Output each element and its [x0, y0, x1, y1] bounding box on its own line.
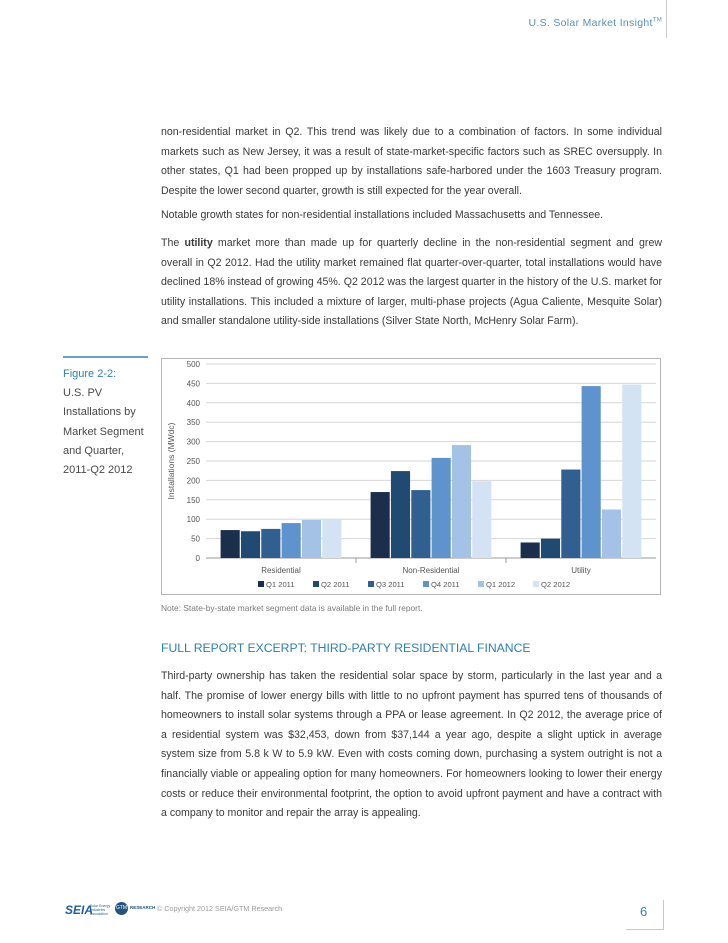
- y-tick-label-150: 150: [186, 495, 200, 505]
- figure-caption-text: U.S. PV Installations by Market Segment and Quarter, 2011-Q2 2012: [63, 387, 144, 477]
- y-axis-label: Installations (MWdc): [166, 422, 176, 500]
- caption-divider: [63, 356, 148, 358]
- legend-label-0: Q1 2011: [266, 580, 295, 589]
- y-tick-label-50: 50: [191, 534, 200, 544]
- legend-label-3: Q4 2011: [431, 580, 460, 589]
- paragraph-third-party: Third-party ownership has taken the residential solar space by storm, particularly in the last year and a half. The promise of lower energy bills with little to no upfront payment has spurred tens of thousands of homeowners to install solar systems through a PPA or lease agreement. In Q2 2012, the average price of a residential system was $32,453, down from $37,144 a year ago, despite a slight uptick in average system size from 5.8 k W to 5.9 kW. Even with costs coming down, purchasing a system outright is not a financially viable or appealing option for many homeowners. For homeowners looking to lower their energy costs or reduce their environmental footprint, the option to avoid upfront payment and have a contract with a company to monitor and repair the array is appealing.: [161, 670, 662, 820]
- bar-residential-q4-2011: [282, 523, 301, 558]
- running-header: U.S. Solar Market Insight™: [528, 17, 662, 29]
- legend-swatch-0: [258, 581, 264, 587]
- bar-non-residential-q1-2011: [371, 492, 390, 558]
- bar-non-residential-q2-2012: [472, 481, 491, 558]
- bar-utility-q1-2011: [521, 542, 540, 558]
- bar-utility-q4-2011: [582, 386, 601, 558]
- figure-number: Figure 2-2:: [63, 368, 117, 380]
- gtm-research-logo: GTM RESEARCH: [115, 899, 147, 919]
- bar-non-residential-q3-2011: [411, 490, 430, 558]
- legend-label-5: Q2 2012: [541, 580, 571, 589]
- bar-non-residential-q2-2011: [391, 471, 410, 558]
- y-tick-label-0: 0: [195, 554, 200, 563]
- footer-copyright: © Copyright 2012 SEIA/GTM Research: [157, 904, 283, 913]
- legend-swatch-4: [478, 581, 484, 587]
- category-label-1: Non-Residential: [402, 566, 460, 575]
- bar-non-residential-q1-2012: [452, 445, 471, 558]
- utility-emphasis: utility: [184, 237, 213, 249]
- legend-label-2: Q3 2011: [376, 580, 405, 589]
- section-title: FULL REPORT EXCERPT: THIRD-PARTY RESIDENTIAL FINANCE: [161, 641, 531, 655]
- bar-residential-q2-2012: [322, 519, 341, 558]
- page-number-rule-vertical: [663, 900, 664, 930]
- figure-caption: [63, 365, 148, 480]
- legend-label-4: Q1 2012: [486, 580, 516, 589]
- bar-residential-q2-2011: [241, 531, 260, 558]
- bar-residential-q3-2011: [261, 529, 280, 558]
- legend-swatch-3: [423, 581, 429, 587]
- bar-utility-q1-2012: [602, 510, 621, 559]
- y-tick-label-500: 500: [186, 360, 200, 369]
- bar-residential-q1-2011: [221, 530, 240, 558]
- y-tick-label-250: 250: [186, 457, 200, 466]
- y-tick-label-200: 200: [186, 476, 200, 486]
- y-tick-label-350: 350: [186, 418, 200, 428]
- seia-logo: SEIA Solar Energy Industries Association: [65, 903, 111, 917]
- bar-utility-q2-2011: [541, 539, 560, 558]
- bar-residential-q1-2012: [302, 520, 321, 558]
- category-label-0: Residential: [261, 566, 301, 575]
- y-tick-label-300: 300: [186, 437, 200, 447]
- paragraph-utility: The utility market more than made up for quarterly decline in the non-residential segment and grew overall in Q2 2012. Had the utility market remained flat quarter-over-quarter, total installations would have declined 18% instead of growing 45%. Q2 2012 was the largest quarter in the history of the U.S. market for utility installations. This included a mixture of larger, multi-phase projects (Agua Caliente, Mesquite Solar) and smaller standalone utility-side installations (Silver State North, McHenry Solar Farm).: [161, 237, 662, 328]
- bar-utility-q3-2011: [561, 470, 580, 558]
- header-divider: [666, 0, 667, 38]
- legend-swatch-2: [368, 581, 374, 587]
- y-tick-label-400: 400: [186, 398, 200, 408]
- bar-non-residential-q4-2011: [432, 458, 451, 558]
- page-number: 6: [640, 904, 648, 919]
- installations-bar-chart: [161, 358, 661, 595]
- y-tick-label-450: 450: [186, 379, 200, 389]
- legend-label-1: Q2 2011: [321, 580, 350, 589]
- chart-note: Note: State-by-state market segment data is available in the full report.: [161, 603, 423, 613]
- legend-swatch-1: [313, 581, 319, 587]
- bar-utility-q2-2012: [622, 385, 641, 558]
- page-number-rule-horizontal: [626, 929, 664, 930]
- paragraph-growth-states: Notable growth states for non-residential installations included Massachusetts and Tennessee.: [161, 209, 604, 221]
- category-label-2: Utility: [571, 566, 591, 575]
- y-tick-label-100: 100: [186, 515, 200, 525]
- legend-swatch-5: [533, 581, 539, 587]
- paragraph-nonresidential: non-residential market in Q2. This trend was likely due to a combination of factors. In some individual markets such as New Jersey, it was a result of state-market-specific factors such as SREC oversupply. In other states, Q1 had been propped up by installations safe-harbored under the 1603 Treasury program. Despite the lower second quarter, growth is still expected for the year overall.: [161, 126, 662, 197]
